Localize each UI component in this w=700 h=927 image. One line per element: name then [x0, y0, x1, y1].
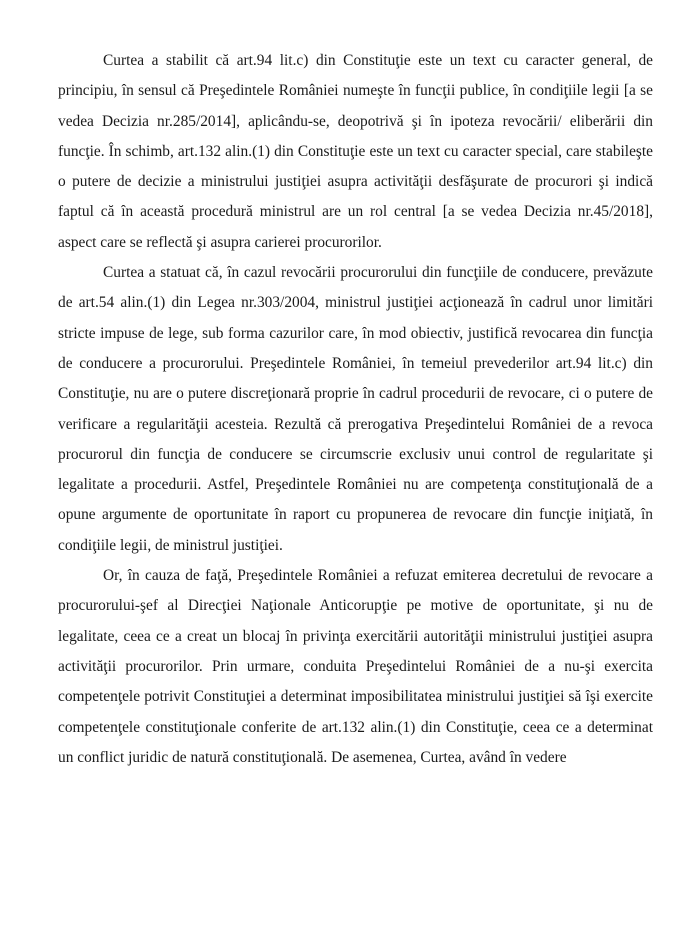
paragraph-1: Curtea a stabilit că art.94 lit.c) din Constituţie este un text cu caracter general, de principiu, în sensul că Preşedintele României numeşte în funcţii publice, în condiţiile legii [a se vedea Decizia nr.285/2014], aplicându-se, deopotrivă şi în ipoteza revocării/ eliberării din funcţie. În schimb, art.132 alin.(1) din Constituţie este un text cu caracter special, care stabileşte o putere de decizie a ministrului justiţiei asupra activităţii desfăşurate de procurori şi indică faptul că în această procedură ministrul are un rol central [a se vedea Decizia nr.45/2018], aspect care se reflectă şi asupra carierei procurorilor.: [58, 52, 653, 251]
paragraph-2: Curtea a statuat că, în cazul revocării procurorului din funcţiile de conducere, prevăzute de art.54 alin.(1) din Legea nr.303/2004, ministrul justiţiei acţionează în cadrul unor limitări stricte impuse de lege, sub forma cazurilor care, în mod obiectiv, justifică revocarea din funcţia de conducere a procurorului. Preşedintele României, în temeiul prevederilor art.94 lit.c) din Constituţie, nu are o putere discreţionară proprie în cadrul procedurii de revocare, ci o putere de verificare a regularităţii acesteia. Rezultă că prerogativa Preşedintelui României de a revoca procurorul din funcţia de conducere se circumscrie exclusiv unui control de regularitate şi legalitate a procedurii. Astfel, Preşedintele României nu are competenţa constituţională de a opune argumente de oportunitate în raport cu propunerea de revocare din funcţie iniţiată, în condiţiile legii, de ministrul justiţiei.: [58, 264, 653, 554]
document-page: [58, 46, 653, 773]
paragraph-3: Or, în cauza de faţă, Preşedintele României a refuzat emiterea decretului de revocare a procurorului-şef al Direcţiei Naţionale Anticorupţie pe motive de oportunitate, şi nu de legalitate, ceea ce a creat un blocaj în privinţa exercitării autorităţii ministrului justiţiei asupra activităţii procurorilor. Prin urmare, conduita Preşedintelui României de a nu-şi exercita competenţele potrivit Constituţiei a determinat imposibilitatea ministrului justiţiei să îşi exercite competenţele constituţionale conferite de art.132 alin.(1) din Constituţie, ceea ce a determinat un conflict juridic de natură constituţională. De asemenea, Curtea, având în vedere: [58, 567, 653, 766]
